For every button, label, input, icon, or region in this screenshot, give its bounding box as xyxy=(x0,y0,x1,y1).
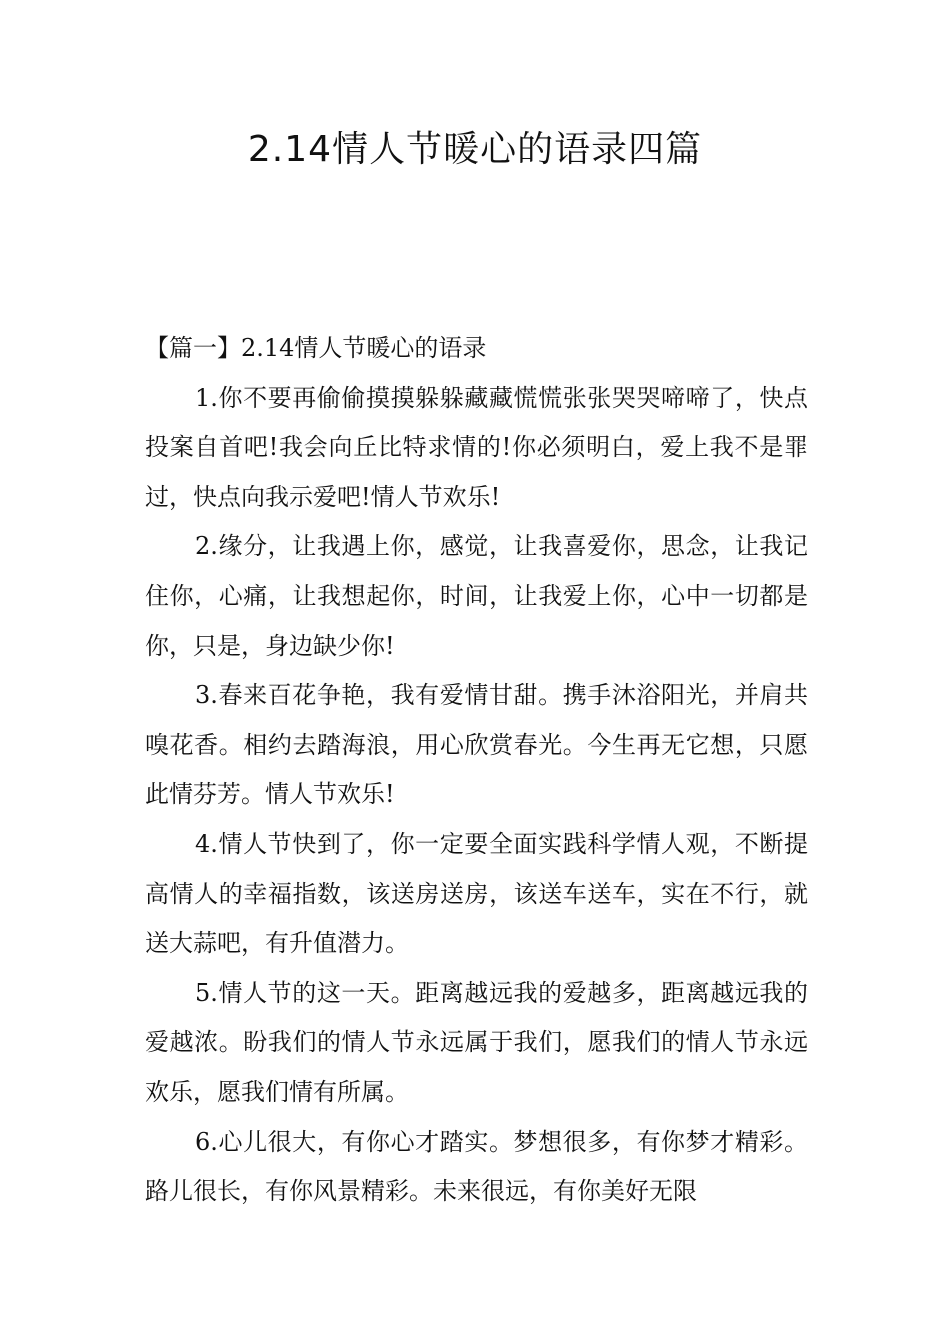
paragraph-5: 5.情人节的这一天。距离越远我的爱越多，距离越远我的爱越浓。盼我们的情人节永远属于我们，愿我们的情人节永远欢乐，愿我们情有所属。 xyxy=(145,978,808,1106)
page-title: 2.14情人节暖心的语录四篇 xyxy=(247,129,703,170)
paragraph-6: 6.心儿很大，有你心才踏实。梦想很多，有你梦才精彩。路儿很长，有你风景精彩。未来很远，有你美好无限 xyxy=(145,1127,808,1206)
paragraph-2: 2.缘分，让我遇上你，感觉，让我喜爱你，思念，让我记住你，心痛，让我想起你，时间，让我爱上你，心中一切都是你，只是，身边缺少你! xyxy=(145,532,808,660)
section-heading: 【篇一】2.14情人节暖心的语录 xyxy=(145,334,487,362)
paragraph-1: 1.你不要再偷偷摸摸躲躲藏藏慌慌张张哭哭啼啼了，快点投案自首吧!我会向丘比特求情的!你必须明白，爱上我不是罪过，快点向我示爱吧!情人节欢乐! xyxy=(145,383,808,511)
paragraph-4: 4.情人节快到了，你一定要全面实践科学情人观，不断提高情人的幸福指数，该送房送房，该送车送车，实在不行，就送大蒜吧，有升值潜力。 xyxy=(145,829,808,958)
paragraph-3: 3.春来百花争艳，我有爱情甘甜。携手沐浴阳光，并肩共嗅花香。相约去踏海浪，用心欣赏春光。今生再无它想，只愿此情芬芳。情人节欢乐! xyxy=(145,681,808,809)
document-body xyxy=(145,324,808,1217)
